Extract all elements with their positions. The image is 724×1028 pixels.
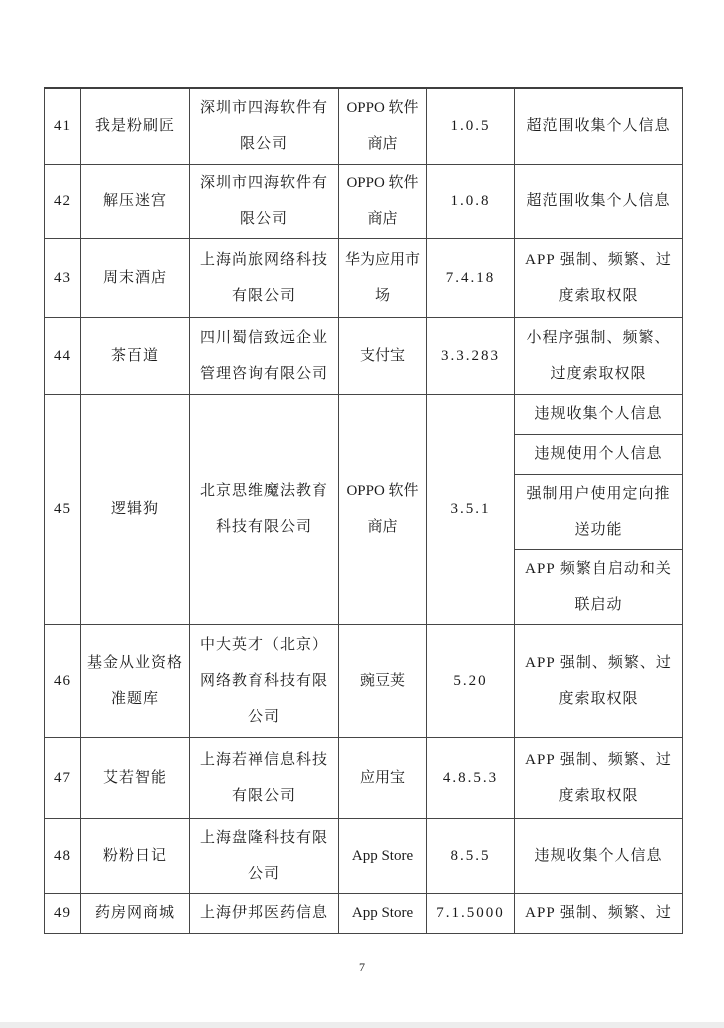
table-row — [45, 88, 683, 164]
violation-cell: APP 频繁自启动和关联启动 — [515, 549, 683, 624]
app-name-cell: 茶百道 — [81, 317, 190, 394]
violation-cell: 违规收集个人信息 — [515, 394, 683, 434]
company-cell: 上海若禅信息科技有限公司 — [190, 737, 339, 818]
company-cell: 四川蜀信致远企业管理咨询有限公司 — [190, 317, 339, 394]
row-number-cell: 49 — [45, 893, 81, 933]
table-row — [45, 164, 683, 238]
version-cell: 7.1.5000 — [427, 893, 515, 933]
violation-cell: APP 强制、频繁、过 — [515, 893, 683, 933]
table-row — [45, 893, 683, 933]
version-cell: 1.0.8 — [427, 164, 515, 238]
store-cell: 应用宝 — [339, 737, 427, 818]
violation-cell: APP 强制、频繁、过度索取权限 — [515, 624, 683, 737]
app-name-cell: 逻辑狗 — [81, 394, 190, 624]
version-cell: 3.3.283 — [427, 317, 515, 394]
store-cell: App Store — [339, 893, 427, 933]
row-number-cell: 45 — [45, 394, 81, 624]
app-name-cell: 解压迷宫 — [81, 164, 190, 238]
version-cell: 5.20 — [427, 624, 515, 737]
page-number: 7 — [359, 960, 365, 974]
company-cell: 上海盘隆科技有限公司 — [190, 818, 339, 893]
table-row — [45, 737, 683, 818]
table-row — [45, 818, 683, 893]
version-cell: 1.0.5 — [427, 88, 515, 164]
violation-cell: 超范围收集个人信息 — [515, 164, 683, 238]
violation-cell: 超范围收集个人信息 — [515, 88, 683, 164]
app-name-cell: 我是粉刷匠 — [81, 88, 190, 164]
app-violation-table — [44, 87, 683, 934]
table-row — [45, 624, 683, 737]
store-cell: 华为应用市场 — [339, 238, 427, 317]
row-number-cell: 47 — [45, 737, 81, 818]
store-cell: 支付宝 — [339, 317, 427, 394]
app-name-cell: 周末酒店 — [81, 238, 190, 317]
row-number-cell: 46 — [45, 624, 81, 737]
page-bottom-edge — [0, 1022, 724, 1028]
company-cell: 上海尚旅网络科技有限公司 — [190, 238, 339, 317]
app-name-cell: 粉粉日记 — [81, 818, 190, 893]
row-number-cell: 41 — [45, 88, 81, 164]
violation-cell: APP 强制、频繁、过度索取权限 — [515, 737, 683, 818]
app-name-cell: 药房网商城 — [81, 893, 190, 933]
company-cell: 中大英才（北京）网络教育科技有限公司 — [190, 624, 339, 737]
version-cell: 7.4.18 — [427, 238, 515, 317]
store-cell: OPPO 软件商店 — [339, 88, 427, 164]
row-number-cell: 44 — [45, 317, 81, 394]
row-number-cell: 42 — [45, 164, 81, 238]
company-cell: 深圳市四海软件有限公司 — [190, 88, 339, 164]
store-cell: App Store — [339, 818, 427, 893]
company-cell: 北京思维魔法教育科技有限公司 — [190, 394, 339, 624]
violation-cell: 小程序强制、频繁、过度索取权限 — [515, 317, 683, 394]
company-cell: 上海伊邦医药信息 — [190, 893, 339, 933]
table-row — [45, 238, 683, 317]
violation-cell: 违规收集个人信息 — [515, 818, 683, 893]
store-cell: 豌豆荚 — [339, 624, 427, 737]
violation-cell: APP 强制、频繁、过度索取权限 — [515, 238, 683, 317]
table-row — [45, 394, 683, 434]
violation-cell: 违规使用个人信息 — [515, 434, 683, 474]
violation-cell: 强制用户使用定向推送功能 — [515, 474, 683, 549]
version-cell: 3.5.1 — [427, 394, 515, 624]
version-cell: 4.8.5.3 — [427, 737, 515, 818]
table-row — [45, 317, 683, 394]
app-name-cell: 艾若智能 — [81, 737, 190, 818]
store-cell: OPPO 软件商店 — [339, 394, 427, 624]
store-cell: OPPO 软件商店 — [339, 164, 427, 238]
app-name-cell: 基金从业资格准题库 — [81, 624, 190, 737]
version-cell: 8.5.5 — [427, 818, 515, 893]
row-number-cell: 43 — [45, 238, 81, 317]
company-cell: 深圳市四海软件有限公司 — [190, 164, 339, 238]
row-number-cell: 48 — [45, 818, 81, 893]
